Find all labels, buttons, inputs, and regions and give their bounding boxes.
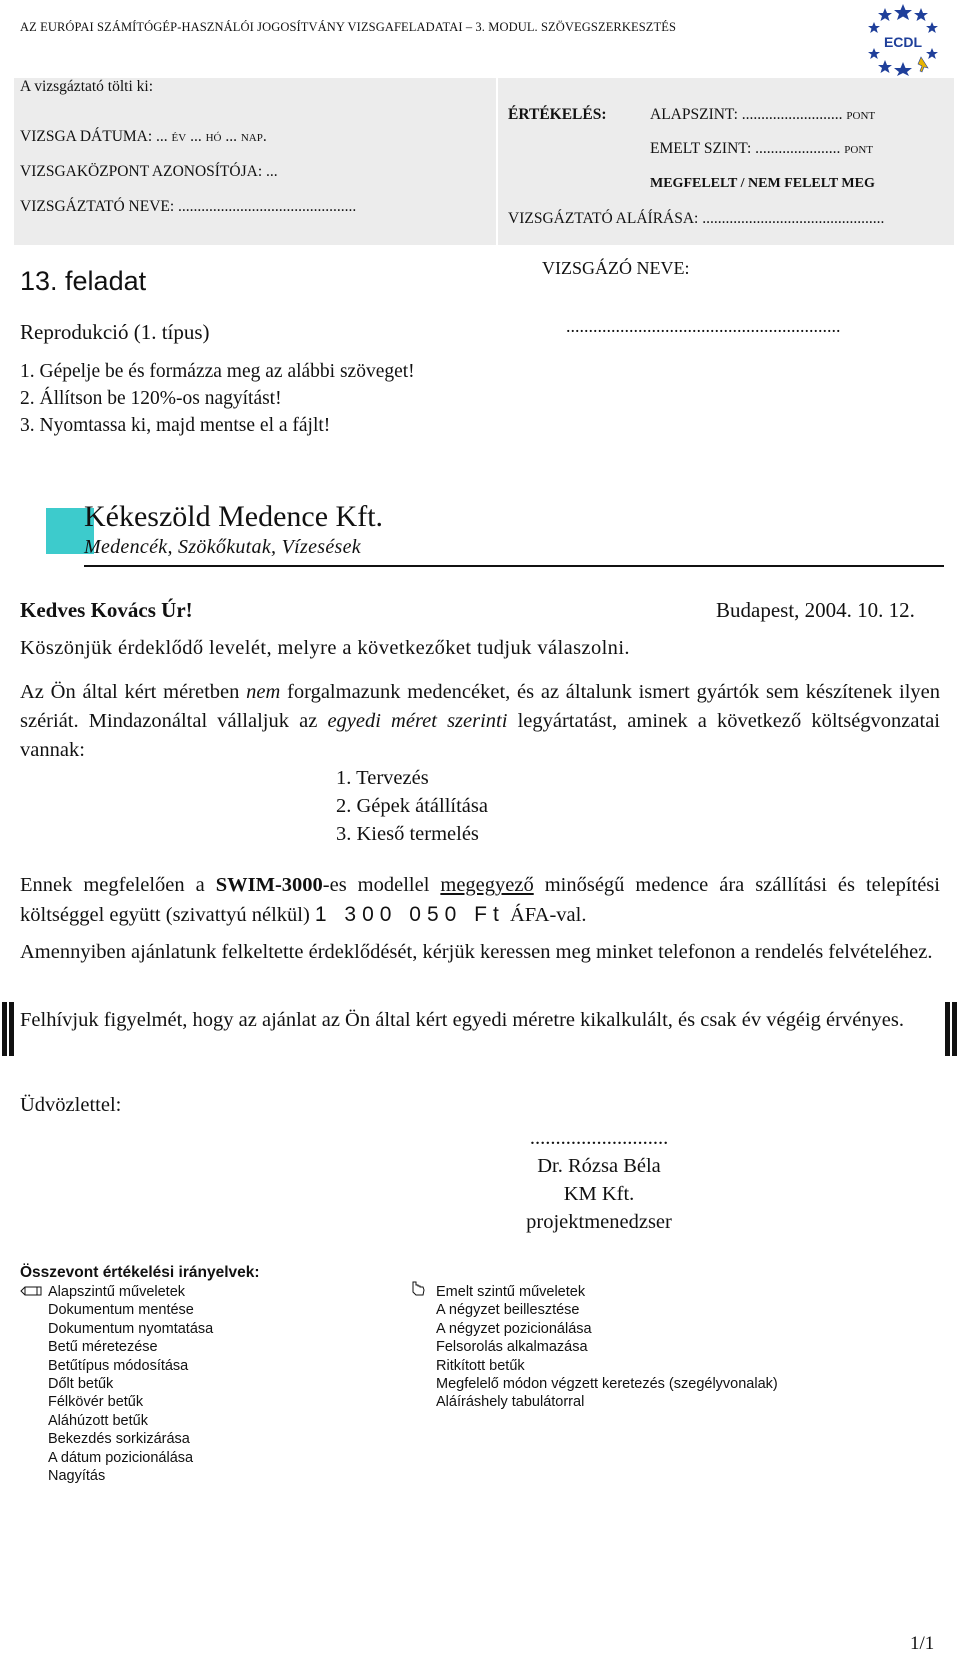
page-number: 1/1 bbox=[910, 1633, 935, 1654]
signature-block bbox=[454, 1124, 744, 1236]
document-header-title: AZ EURÓPAI SZÁMÍTÓGÉP-HASZNÁLÓI JOGOSÍTVÁNY VIZSGAFELADATAI – 3. MODUL. SZÖVEGSZERKESZTÉS bbox=[20, 20, 677, 34]
hand-icon bbox=[410, 1281, 426, 1302]
task-subtitle: Reprodukció (1. típus) bbox=[20, 320, 210, 344]
list-item: Félkövér betűk bbox=[48, 1394, 144, 1411]
filled-by-label: A vizsgáztató tölti ki: bbox=[20, 78, 154, 95]
list-item: 2. Gépek átállítása bbox=[336, 795, 488, 817]
list-item: Ritkított betűk bbox=[436, 1357, 525, 1374]
price-value: 1 300 050 Ft bbox=[314, 903, 505, 926]
list-item: Aláhúzott betűk bbox=[48, 1412, 148, 1429]
review-advanced-list bbox=[436, 1283, 778, 1412]
examinee-name-dots: ............................................................. bbox=[566, 316, 841, 336]
list-item: Betűtípus módosítása bbox=[48, 1357, 189, 1374]
paragraph-notice: Felhívjuk figyelmét, hogy az ajánlat az Ön által kért egyedi méretre kikalkulált, és csak év végéig érvényes. bbox=[20, 1009, 905, 1031]
company-tagline: Medencék, Szökőkutak, Vízesések bbox=[84, 536, 361, 558]
ecdl-logo bbox=[866, 2, 940, 76]
list-item: 1. Tervezés bbox=[336, 767, 429, 789]
paragraph-price: Ennek megfelelően a SWIM-3000-es modellel megegyező minőségű medence ára szállítási és telepítési költséggel együtt (szivattyú nélkül) 1 300 050 Ft ÁFA-val. bbox=[20, 874, 940, 926]
paragraph-contact: Amennyiben ajánlatunk felkeltette érdeklődését, kérjük keressen meg minket telefonon a rendelés felvételéhez. bbox=[20, 941, 933, 963]
cost-list bbox=[336, 764, 488, 848]
list-item: A négyzet beillesztése bbox=[436, 1302, 580, 1319]
list-item: 3. Kieső termelés bbox=[336, 823, 479, 845]
list-item: Bekezdés sorkizárása bbox=[48, 1431, 190, 1448]
company-name: Kékeszöld Medence Kft. bbox=[84, 500, 384, 533]
border-left bbox=[2, 1002, 7, 1056]
list-item: Alapszintű műveletek bbox=[48, 1284, 186, 1300]
closing: Üdvözlettel: bbox=[20, 1094, 122, 1116]
greeting: Kedves Kovács Úr! bbox=[20, 598, 193, 622]
pencil-icon bbox=[20, 1284, 42, 1302]
list-item: A négyzet pozicionálása bbox=[436, 1320, 592, 1337]
list-item: A dátum pozicionálása bbox=[48, 1449, 194, 1466]
place-date: Budapest, 2004. 10. 12. bbox=[716, 598, 915, 622]
basic-level-score: ALAPSZINT: .......................... pont bbox=[650, 106, 876, 123]
exam-center-id-field: VIZSGAKÖZPONT AZONOSÍTÓJA: ... bbox=[20, 163, 278, 180]
list-item: Aláíráshely tabulátorral bbox=[436, 1394, 585, 1411]
list-item: Nagyítás bbox=[48, 1468, 106, 1485]
evaluation-label: ÉRTÉKELÉS: bbox=[508, 106, 607, 123]
paragraph-offer: Az Ön által kért méretben nem forgalmazunk medencéket, és az általunk ismert gyártók sem készítenek ilyen szériát. Mindazonáltal vállaljuk az egyedi méret szerinti legyártatást, aminek a következő költségvonzatai vannak: bbox=[20, 681, 940, 761]
paragraph-thanks: Köszönjük érdeklődő levelét, melyre a következőket tudjuk válaszolni. bbox=[20, 637, 630, 659]
signer-name: Dr. Rózsa Béla bbox=[537, 1155, 661, 1177]
task-step: 2. Állítson be 120%-os nagyítást! bbox=[20, 388, 282, 409]
list-item: Betű méretezése bbox=[48, 1339, 158, 1356]
examiner-box-divider bbox=[496, 78, 498, 245]
advanced-level-score: EMELT SZINT: ...................... pont bbox=[650, 140, 873, 157]
ecdl-stars-icon bbox=[866, 2, 940, 76]
list-item: Dokumentum mentése bbox=[48, 1302, 194, 1319]
list-item: Megfelelő módon végzett keretezés (szegélyvonalak) bbox=[436, 1376, 778, 1393]
exam-date-field: VIZSGA DÁTUMA: ... év ... hó ... nap. bbox=[20, 128, 267, 145]
border-right-inner bbox=[945, 1002, 950, 1056]
list-item: Felsorolás alkalmazása bbox=[436, 1339, 588, 1356]
task-steps bbox=[20, 358, 415, 439]
task-title: 13. feladat bbox=[20, 266, 147, 296]
examinee-name-label: VIZSGÁZÓ NEVE: bbox=[542, 258, 690, 278]
pass-fail-label: MEGFELELT / NEM FELELT MEG bbox=[650, 176, 875, 191]
svg-text:ECDL: ECDL bbox=[883, 34, 923, 50]
signer-company: KM Kft. bbox=[563, 1183, 635, 1205]
signature-dots: ........................... bbox=[529, 1127, 669, 1149]
review-basic-list bbox=[48, 1283, 213, 1485]
list-item: Dőlt betűk bbox=[48, 1376, 114, 1393]
list-item: Dokumentum nyomtatása bbox=[48, 1320, 214, 1337]
list-item: Emelt szintű műveletek bbox=[436, 1284, 586, 1300]
border-right bbox=[952, 1002, 957, 1056]
border-left-inner bbox=[9, 1002, 14, 1056]
header-rule bbox=[84, 565, 944, 567]
examiner-signature-field: VIZSGÁZTATÓ ALÁÍRÁSA: ............................................... bbox=[508, 210, 885, 227]
task-step: 3. Nyomtassa ki, majd mentse el a fájlt! bbox=[20, 415, 331, 436]
task-step: 1. Gépelje be és formázza meg az alábbi szöveget! bbox=[20, 361, 415, 382]
signer-role: projektmenedzser bbox=[526, 1211, 672, 1233]
review-title: Összevont értékelési irányelvek: bbox=[20, 1264, 260, 1281]
examiner-name-field: VIZSGÁZTATÓ NEVE: .............................................. bbox=[20, 198, 357, 215]
